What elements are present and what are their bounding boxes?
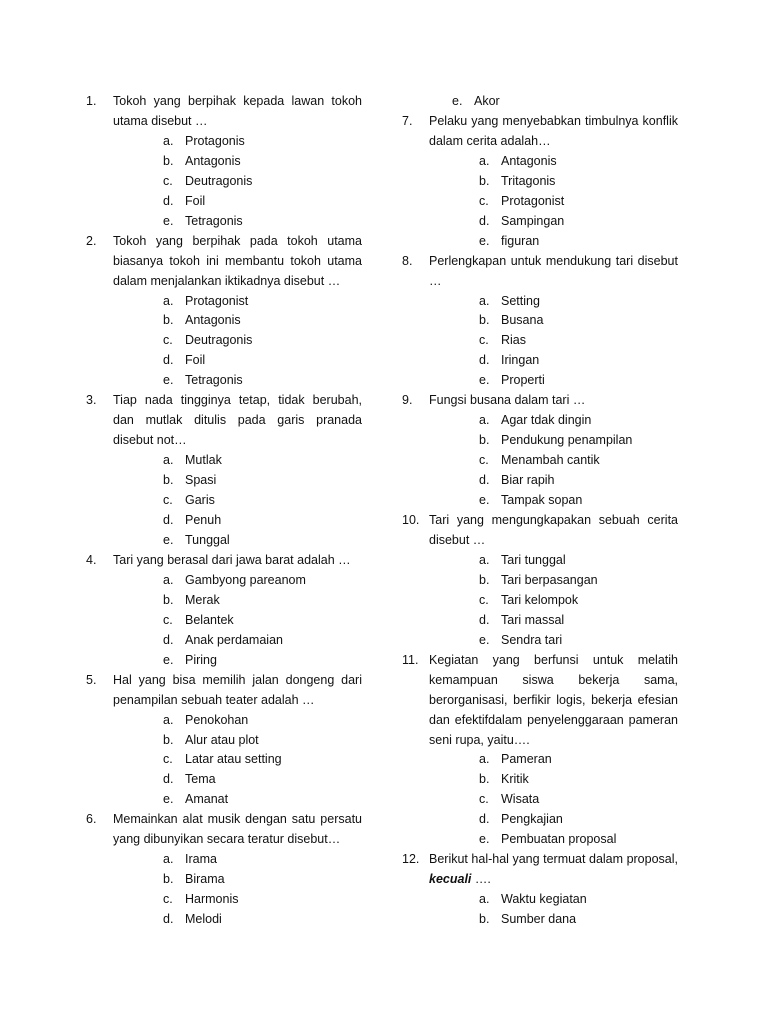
- option-text: Deutragonis: [185, 333, 253, 348]
- option-letter: d.: [163, 513, 174, 528]
- answer-options: [429, 411, 678, 511]
- question-text: [113, 671, 362, 711]
- question-number: 6.: [86, 812, 97, 827]
- answer-option: [113, 152, 362, 172]
- option-letter: a.: [479, 413, 490, 428]
- option-letter: a.: [163, 133, 174, 148]
- option-letter: b.: [163, 473, 174, 488]
- question-stem: Pelaku yang menyebabkan timbulnya konflik dalam cerita adalah…: [429, 113, 678, 148]
- answer-options: [429, 750, 678, 850]
- option-letter: e.: [163, 373, 174, 388]
- option-letter: b.: [163, 732, 174, 747]
- option-text: Agar tdak dingin: [501, 413, 592, 428]
- option-letter: c.: [163, 493, 173, 508]
- answer-options: [113, 850, 362, 930]
- answer-option: [113, 790, 362, 810]
- answer-option: [113, 711, 362, 731]
- option-letter: e.: [452, 94, 463, 108]
- question-stem: Tiap nada tingginya tetap, tidak berubah, dan mutlak ditulis pada garis pranada disebut not…: [113, 393, 362, 448]
- question-item: [86, 232, 362, 392]
- option-text: Piring: [185, 652, 217, 667]
- answer-option: [113, 631, 362, 651]
- question-stem: Berikut hal-hal yang termuat dalam proposal,: [429, 852, 678, 867]
- option-letter: b.: [163, 872, 174, 887]
- question-item: [86, 810, 362, 930]
- option-text: Tari berpasangan: [501, 572, 598, 587]
- option-text: Pengkajian: [501, 812, 563, 827]
- question-text: [429, 511, 678, 551]
- option-letter: e.: [479, 373, 490, 388]
- answer-options: [429, 551, 678, 651]
- option-text: Merak: [185, 592, 220, 607]
- question-item: [402, 252, 678, 392]
- question-stem: Tari yang mengungkapakan sebuah cerita disebut …: [429, 513, 678, 547]
- question-text: [429, 112, 678, 152]
- option-text: Tari kelompok: [501, 592, 579, 607]
- question-stem: Tokoh yang berpihak pada tokoh utama biasanya tokoh ini membantu tokoh utama dalam menjalankan iktikadnya disebut …: [113, 233, 362, 288]
- question-number: 7.: [402, 113, 413, 128]
- option-letter: c.: [479, 453, 489, 468]
- question-stem: Perlengkapan untuk mendukung tari disebut …: [429, 253, 678, 288]
- option-text: Sampingan: [501, 213, 565, 228]
- option-letter: a.: [479, 552, 490, 567]
- option-text: Penokohan: [185, 712, 249, 727]
- option-letter: c.: [163, 612, 173, 627]
- answer-option: [429, 830, 678, 850]
- question-number: 11.: [402, 652, 419, 667]
- option-text: Properti: [501, 373, 545, 388]
- answer-option: [402, 92, 678, 112]
- answer-option: [113, 192, 362, 212]
- answer-option: [429, 790, 678, 810]
- option-text: Anak perdamaian: [185, 632, 283, 647]
- option-letter: c.: [479, 792, 489, 807]
- answer-options: [113, 451, 362, 551]
- answer-option: [113, 292, 362, 312]
- answer-option: [429, 591, 678, 611]
- answer-option: [113, 910, 362, 930]
- option-letter: b.: [163, 592, 174, 607]
- answer-option: [113, 770, 362, 790]
- option-text: Tunggal: [185, 532, 230, 547]
- answer-options: [429, 152, 678, 252]
- option-text: Tritagonis: [501, 173, 556, 188]
- question-item: [402, 391, 678, 511]
- answer-option: [429, 571, 678, 591]
- option-text: Rias: [501, 333, 527, 348]
- continued-options: [402, 92, 678, 112]
- answer-option: [113, 511, 362, 531]
- question-text: [429, 252, 678, 292]
- option-text: Foil: [185, 353, 206, 368]
- option-letter: d.: [479, 353, 490, 368]
- option-letter: c.: [163, 173, 173, 188]
- answer-option: [429, 152, 678, 172]
- option-letter: d.: [163, 912, 174, 927]
- option-text: figuran: [501, 233, 540, 248]
- option-letter: e.: [163, 652, 174, 667]
- question-emphasis: kecuali: [429, 872, 472, 887]
- answer-option: [429, 292, 678, 312]
- option-text: Pameran: [501, 752, 552, 767]
- question-stem: Tokoh yang berpihak kepada lawan tokoh utama disebut …: [113, 94, 362, 128]
- option-text: Akor: [474, 94, 500, 108]
- option-text: Tari massal: [501, 612, 565, 627]
- question-text: [429, 651, 678, 751]
- option-text: Irama: [185, 852, 217, 867]
- option-text: Wisata: [501, 792, 540, 807]
- option-text: Protagonist: [501, 193, 565, 208]
- question-stem: Hal yang bisa memilih jalan dongeng dari penampilan sebuah teater adalah …: [113, 672, 362, 707]
- option-text: Busana: [501, 313, 544, 328]
- answer-option: [113, 491, 362, 511]
- answer-option: [429, 491, 678, 511]
- answer-option: [113, 331, 362, 351]
- question-stem: Kegiatan yang berfunsi untuk melatih kemampuan siswa bekerja sama, berorganisasi, berfikir logis, bekerja efesian dan efektifdalam penyelenggaraan pameran seni rupa, yaitu….: [429, 652, 678, 747]
- answer-option: [429, 351, 678, 371]
- option-letter: c.: [163, 892, 173, 907]
- option-letter: b.: [479, 772, 490, 787]
- option-letter: c.: [479, 592, 489, 607]
- question-item: [86, 92, 362, 232]
- question-number: 4.: [86, 552, 97, 567]
- option-text: Setting: [501, 293, 540, 308]
- option-letter: a.: [479, 752, 490, 767]
- question-text: [113, 232, 362, 292]
- answer-option: [113, 571, 362, 591]
- option-text: Tari tunggal: [501, 552, 566, 567]
- option-letter: c.: [163, 333, 173, 348]
- option-letter: b.: [479, 313, 490, 328]
- answer-option: [113, 731, 362, 751]
- answer-option: [429, 411, 678, 431]
- option-text: Tetragonis: [185, 373, 243, 388]
- question-stem: Tari yang berasal dari jawa barat adalah …: [113, 552, 351, 567]
- option-letter: b.: [479, 173, 490, 188]
- option-text: Harmonis: [185, 892, 239, 907]
- option-letter: a.: [163, 453, 174, 468]
- option-letter: d.: [163, 632, 174, 647]
- question-number: 8.: [402, 253, 413, 268]
- option-text: Melodi: [185, 912, 222, 927]
- option-letter: c.: [479, 193, 489, 208]
- option-text: Tema: [185, 772, 216, 787]
- option-text: Waktu kegiatan: [501, 892, 587, 907]
- option-letter: e.: [479, 233, 490, 248]
- answer-option: [429, 172, 678, 192]
- question-item: [86, 671, 362, 811]
- option-text: Kritik: [501, 772, 529, 787]
- option-letter: e.: [479, 493, 490, 508]
- option-letter: e.: [479, 632, 490, 647]
- option-text: Birama: [185, 872, 225, 887]
- option-text: Belantek: [185, 612, 234, 627]
- option-letter: a.: [163, 712, 174, 727]
- answer-options: [113, 571, 362, 671]
- question-item: [402, 850, 678, 930]
- answer-option: [113, 132, 362, 152]
- option-letter: a.: [163, 293, 174, 308]
- question-item: [86, 391, 362, 551]
- option-letter: e.: [163, 532, 174, 547]
- answer-option: [113, 611, 362, 631]
- option-text: Amanat: [185, 792, 229, 807]
- option-text: Protagonist: [185, 293, 249, 308]
- option-letter: a.: [163, 852, 174, 867]
- option-letter: b.: [479, 572, 490, 587]
- option-letter: d.: [163, 772, 174, 787]
- option-text: Penuh: [185, 513, 222, 528]
- option-text: Garis: [185, 493, 215, 508]
- option-text: Sendra tari: [501, 632, 563, 647]
- option-letter: a.: [479, 892, 490, 907]
- answer-option: [429, 770, 678, 790]
- question-stem: Memainkan alat musik dengan satu persatu yang dibunyikan secara teratur disebut…: [113, 812, 362, 847]
- answer-option: [113, 212, 362, 232]
- question-number: 1.: [86, 94, 97, 108]
- option-text: Pembuatan proposal: [501, 832, 617, 847]
- answer-option: [113, 591, 362, 611]
- option-letter: c.: [479, 333, 489, 348]
- option-letter: a.: [163, 572, 174, 587]
- right-column: [402, 92, 678, 930]
- option-text: Antagonis: [501, 153, 557, 168]
- option-letter: d.: [163, 193, 174, 208]
- answer-option: [429, 431, 678, 451]
- answer-option: [429, 890, 678, 910]
- option-text: Gambyong pareanom: [185, 572, 306, 587]
- answer-option: [113, 371, 362, 391]
- option-text: Iringan: [501, 353, 540, 368]
- option-text: Tetragonis: [185, 213, 243, 228]
- answer-option: [429, 910, 678, 930]
- option-text: Alur atau plot: [185, 732, 259, 747]
- option-text: Antagonis: [185, 313, 241, 328]
- answer-option: [113, 890, 362, 910]
- option-text: Spasi: [185, 473, 217, 488]
- answer-option: [113, 351, 362, 371]
- answer-option: [429, 471, 678, 491]
- left-column: [86, 92, 362, 930]
- question-item: [402, 511, 678, 651]
- answer-option: [113, 870, 362, 890]
- answer-option: [429, 232, 678, 252]
- option-letter: b.: [479, 433, 490, 448]
- answer-options: [429, 292, 678, 392]
- option-text: Tampak sopan: [501, 493, 583, 508]
- answer-option: [113, 311, 362, 331]
- question-number: 12.: [402, 852, 420, 867]
- answer-option: [113, 471, 362, 491]
- option-text: Deutragonis: [185, 173, 253, 188]
- question-stem: Fungsi busana dalam tari …: [429, 393, 586, 408]
- answer-option: [429, 631, 678, 651]
- option-letter: e.: [163, 213, 174, 228]
- answer-options: [113, 711, 362, 811]
- option-text: Menambah cantik: [501, 453, 600, 468]
- question-number: 5.: [86, 672, 97, 687]
- option-text: Antagonis: [185, 153, 241, 168]
- option-text: Latar atau setting: [185, 752, 282, 767]
- option-letter: d.: [479, 473, 490, 488]
- answer-option: [429, 551, 678, 571]
- question-item: [402, 112, 678, 252]
- answer-option: [429, 212, 678, 232]
- question-item: [86, 551, 362, 671]
- option-text: Biar rapih: [501, 473, 555, 488]
- option-text: Pendukung penampilan: [501, 433, 633, 448]
- question-text: [113, 92, 362, 132]
- option-letter: a.: [479, 293, 490, 308]
- question-number: 9.: [402, 393, 413, 408]
- question-text: [113, 551, 362, 571]
- answer-option: [113, 651, 362, 671]
- option-text: Protagonis: [185, 133, 245, 148]
- option-letter: a.: [479, 153, 490, 168]
- question-text: [429, 850, 678, 890]
- answer-options: [113, 292, 362, 392]
- option-text: Foil: [185, 193, 206, 208]
- option-letter: d.: [479, 812, 490, 827]
- answer-option: [429, 311, 678, 331]
- answer-option: [113, 850, 362, 870]
- question-item: [402, 651, 678, 851]
- answer-option: [429, 331, 678, 351]
- option-text: Mutlak: [185, 453, 222, 468]
- question-tail: ….: [471, 872, 491, 887]
- question-text: [429, 391, 678, 411]
- option-letter: b.: [479, 912, 490, 927]
- option-letter: b.: [163, 313, 174, 328]
- option-letter: e.: [163, 792, 174, 807]
- answer-option: [429, 192, 678, 212]
- question-number: 2.: [86, 233, 97, 248]
- answer-option: [429, 810, 678, 830]
- question-number: 3.: [86, 393, 97, 408]
- question-text: [113, 391, 362, 451]
- answer-option: [429, 750, 678, 770]
- option-letter: c.: [163, 752, 173, 767]
- answer-options: [429, 890, 678, 930]
- question-text: [113, 810, 362, 850]
- option-text: Sumber dana: [501, 912, 577, 927]
- answer-option: [113, 451, 362, 471]
- option-letter: d.: [479, 612, 490, 627]
- option-letter: d.: [479, 213, 490, 228]
- option-letter: b.: [163, 153, 174, 168]
- answer-option: [113, 531, 362, 551]
- answer-option: [113, 172, 362, 192]
- option-letter: d.: [163, 353, 174, 368]
- answer-option: [113, 750, 362, 770]
- option-letter: e.: [479, 832, 490, 847]
- answer-option: [429, 371, 678, 391]
- answer-option: [429, 451, 678, 471]
- answer-option: [429, 611, 678, 631]
- answer-options: [113, 132, 362, 232]
- question-number: 10.: [402, 513, 420, 528]
